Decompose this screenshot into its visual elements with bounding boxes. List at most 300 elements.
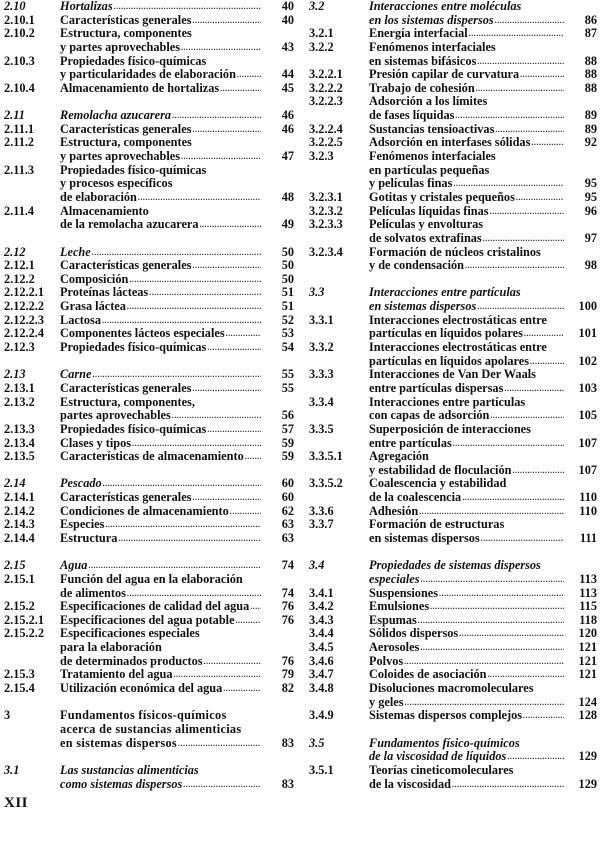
section-title: Condiciones de almacenamiento xyxy=(60,503,229,518)
toc-entry[interactable] xyxy=(309,41,597,68)
toc-entry[interactable] xyxy=(309,27,597,41)
page-reference[interactable]: 110 xyxy=(579,503,597,518)
entry-text xyxy=(60,218,294,232)
dot-leader xyxy=(469,27,564,41)
section-title: Interacciones entre partículas xyxy=(369,394,526,409)
entry-text xyxy=(60,341,294,355)
page-reference[interactable]: 45 xyxy=(281,80,294,95)
entry-text xyxy=(369,286,597,300)
toc-entry-line xyxy=(309,27,597,41)
page-reference[interactable]: 46 xyxy=(281,121,294,136)
section-title: Interacciones entre partículas xyxy=(369,285,521,300)
page-reference[interactable]: 118 xyxy=(579,612,597,627)
page-reference[interactable]: 89 xyxy=(584,108,597,123)
dot-leader xyxy=(192,491,261,505)
page-reference[interactable]: 46 xyxy=(281,108,294,123)
blank-line xyxy=(4,464,294,478)
section-number: 2.15 xyxy=(4,558,26,573)
toc-entry[interactable] xyxy=(4,286,294,300)
section-number: 3.4.3 xyxy=(309,612,334,627)
dot-leader xyxy=(419,505,564,519)
dot-leader xyxy=(512,464,564,478)
entry-text xyxy=(369,191,597,205)
toc-entry-line xyxy=(309,0,597,14)
toc-entry[interactable] xyxy=(4,55,294,82)
section-number: 2.14.1 xyxy=(4,490,35,505)
entry-text xyxy=(369,696,597,710)
toc-entry[interactable] xyxy=(309,341,597,368)
page-reference[interactable]: 50 xyxy=(281,271,294,286)
section-number: 3.4.2 xyxy=(309,599,334,614)
toc-entry[interactable] xyxy=(309,627,597,641)
section-title: Clases y tipos xyxy=(60,435,132,450)
page-reference[interactable]: 88 xyxy=(584,53,597,68)
toc-entry[interactable] xyxy=(4,600,294,614)
section-title: Carne xyxy=(60,367,92,382)
toc-entry[interactable] xyxy=(4,0,294,14)
section-title: Características generales xyxy=(60,380,192,395)
toc-entry[interactable] xyxy=(4,491,294,505)
toc-entry[interactable] xyxy=(4,437,294,451)
page-reference[interactable]: 74 xyxy=(281,585,294,600)
dot-leader xyxy=(192,123,261,137)
blank-line xyxy=(4,232,294,246)
page-reference[interactable]: 115 xyxy=(579,599,597,614)
toc-entry[interactable] xyxy=(309,587,597,601)
dot-leader xyxy=(490,205,564,219)
entry-text xyxy=(369,382,597,396)
toc-entry[interactable] xyxy=(4,314,294,328)
toc-entry-line xyxy=(309,327,597,341)
section-title: Especificaciones del agua potable xyxy=(60,612,235,627)
page-reference[interactable]: 83 xyxy=(281,735,294,750)
entry-text xyxy=(369,641,597,655)
dot-leader xyxy=(192,382,261,396)
toc-entry[interactable] xyxy=(309,82,597,96)
dot-leader xyxy=(102,314,261,328)
page-reference[interactable]: 76 xyxy=(281,653,294,668)
page-reference[interactable]: 111 xyxy=(579,530,597,545)
entry-text xyxy=(369,600,597,614)
page-reference[interactable]: 52 xyxy=(281,312,294,327)
entry-text xyxy=(60,450,294,464)
section-number: 2.14.4 xyxy=(4,530,35,545)
entry-text xyxy=(60,682,294,696)
section-number: 2.10 xyxy=(4,0,26,13)
toc-entry[interactable] xyxy=(4,259,294,273)
page-reference[interactable]: 60 xyxy=(281,490,294,505)
section-number: 2.13 xyxy=(4,367,26,382)
section-title: en partículas pequeñas xyxy=(369,162,490,177)
page-reference[interactable]: 97 xyxy=(584,230,597,245)
page-reference[interactable]: 63 xyxy=(281,530,294,545)
page-reference[interactable]: 95 xyxy=(584,189,597,204)
toc-entry-line xyxy=(309,518,597,532)
toc-column-left xyxy=(4,0,294,791)
toc-entry[interactable] xyxy=(309,396,597,423)
toc-entry[interactable] xyxy=(309,655,597,669)
toc-entry[interactable] xyxy=(309,559,597,586)
page-reference[interactable]: 47 xyxy=(281,149,294,164)
page-reference[interactable]: 110 xyxy=(579,490,597,505)
page-reference[interactable]: 96 xyxy=(584,203,597,218)
section-title: Adsorción en interfases sólidas xyxy=(369,135,531,150)
entry-text xyxy=(60,382,294,396)
toc-entry[interactable] xyxy=(4,246,294,260)
toc-entry-line xyxy=(309,750,597,764)
section-number: 3.2.3.4 xyxy=(309,244,343,259)
entry-text xyxy=(369,68,597,82)
page-reference[interactable]: 89 xyxy=(584,121,597,136)
toc-entry-line xyxy=(309,423,597,437)
page-reference[interactable]: 113 xyxy=(579,585,597,600)
dot-leader xyxy=(127,587,261,601)
toc-entry-line xyxy=(309,396,597,410)
toc-entry[interactable] xyxy=(309,95,597,122)
page-reference[interactable]: 86 xyxy=(584,12,597,27)
page-reference[interactable]: 40 xyxy=(281,12,294,27)
toc-entry-line xyxy=(4,682,294,696)
page-reference[interactable]: 57 xyxy=(281,421,294,436)
toc-entry[interactable] xyxy=(309,709,597,723)
toc-entry[interactable] xyxy=(4,682,294,696)
entry-text xyxy=(60,286,294,300)
page-reference[interactable]: 62 xyxy=(281,503,294,518)
toc-entry[interactable] xyxy=(309,682,597,709)
toc-entry[interactable] xyxy=(4,341,294,355)
blank-line xyxy=(309,723,597,737)
page-reference[interactable]: 105 xyxy=(578,408,597,423)
toc-entry[interactable] xyxy=(309,668,597,682)
dot-leader xyxy=(421,573,564,587)
toc-entry[interactable] xyxy=(309,246,597,273)
page-reference[interactable]: 101 xyxy=(578,326,597,341)
page-reference[interactable]: 95 xyxy=(584,176,597,191)
section-title: partes aprovechables xyxy=(60,408,171,423)
section-title: Estructura, componentes xyxy=(60,135,192,150)
toc-entry[interactable] xyxy=(4,764,294,791)
page-reference[interactable]: 107 xyxy=(578,462,597,477)
section-title: de elaboración xyxy=(60,189,137,204)
toc-entry-line xyxy=(4,327,294,341)
section-title: Emulsiones xyxy=(369,599,430,614)
page-reference[interactable]: 128 xyxy=(578,708,597,723)
blank-line xyxy=(309,273,597,287)
page-reference[interactable]: 124 xyxy=(578,694,597,709)
page-reference[interactable]: 51 xyxy=(281,285,294,300)
toc-entry[interactable] xyxy=(309,423,597,450)
page-reference[interactable]: 79 xyxy=(281,667,294,682)
section-title: Adhesión xyxy=(369,503,419,518)
toc-entry[interactable] xyxy=(4,136,294,163)
page-reference[interactable]: 121 xyxy=(578,653,597,668)
page-reference[interactable]: 59 xyxy=(281,449,294,464)
dot-leader xyxy=(245,450,261,464)
section-number: 2.12.2.3 xyxy=(4,312,44,327)
section-number: 3.4 xyxy=(309,558,325,573)
toc-entry[interactable] xyxy=(4,123,294,137)
toc-entry-line xyxy=(309,218,597,232)
page-reference[interactable]: 49 xyxy=(281,217,294,232)
toc-entry-line xyxy=(4,136,294,150)
entry-text xyxy=(369,518,597,532)
toc-entry-line xyxy=(4,177,294,191)
page-reference[interactable]: 121 xyxy=(578,640,597,655)
toc-entry[interactable] xyxy=(4,82,294,96)
toc-entry[interactable] xyxy=(4,327,294,341)
toc-entry-line xyxy=(309,464,597,478)
toc-entry[interactable] xyxy=(4,668,294,682)
page-reference[interactable]: 48 xyxy=(281,189,294,204)
section-number: 3.4.6 xyxy=(309,653,334,668)
section-title: especiales xyxy=(369,571,420,586)
entry-text xyxy=(369,737,597,751)
page-reference[interactable]: 50 xyxy=(281,244,294,259)
toc-entry-line xyxy=(4,764,294,778)
toc-entry[interactable] xyxy=(4,505,294,519)
page-reference[interactable]: 40 xyxy=(281,0,294,13)
toc-entry[interactable] xyxy=(4,532,294,546)
entry-text xyxy=(369,109,597,123)
page-reference[interactable]: 44 xyxy=(281,67,294,82)
toc-entry-line xyxy=(309,477,597,491)
section-title: en los sistemas dispersos xyxy=(369,12,494,27)
section-number: 2.13.3 xyxy=(4,421,35,436)
page-reference[interactable]: 87 xyxy=(584,26,597,41)
toc-entry[interactable] xyxy=(309,737,597,764)
toc-entry[interactable] xyxy=(4,477,294,491)
section-title: como sistemas dispersos xyxy=(60,776,183,791)
toc-entry[interactable] xyxy=(309,641,597,655)
page-reference[interactable]: 63 xyxy=(281,517,294,532)
section-title: Componentes lácteos especiales xyxy=(60,326,225,341)
toc-entry-line xyxy=(4,723,294,737)
page-reference[interactable]: 129 xyxy=(578,776,597,791)
toc-entry-line xyxy=(309,123,597,137)
dot-leader xyxy=(129,273,261,287)
page-reference[interactable]: 59 xyxy=(281,435,294,450)
dot-leader xyxy=(524,327,564,341)
dot-leader xyxy=(88,559,261,573)
toc-entry-line xyxy=(309,696,597,710)
dot-leader xyxy=(488,668,564,682)
dot-leader xyxy=(172,109,261,123)
section-number: 2.12.2 xyxy=(4,271,35,286)
section-number: 3.1 xyxy=(4,762,20,777)
toc-column-right xyxy=(309,0,597,791)
section-number: 2.15.1 xyxy=(4,571,35,586)
entry-text xyxy=(369,409,597,423)
page-reference[interactable]: 82 xyxy=(281,681,294,696)
page-reference[interactable]: 120 xyxy=(578,626,597,641)
toc-entry[interactable] xyxy=(309,600,597,614)
entry-text xyxy=(60,737,294,751)
toc-entry-line xyxy=(4,246,294,260)
toc-entry[interactable] xyxy=(4,368,294,382)
entry-text xyxy=(60,246,294,260)
section-title: Sólidos dispersos xyxy=(369,626,459,641)
page-reference[interactable]: 53 xyxy=(281,326,294,341)
toc-entry[interactable] xyxy=(309,286,597,313)
entry-text xyxy=(60,723,294,737)
toc-entry-line xyxy=(4,573,294,587)
page-reference[interactable]: 92 xyxy=(584,135,597,150)
entry-text xyxy=(369,136,597,150)
toc-entry-line xyxy=(4,737,294,751)
entry-text xyxy=(369,300,597,314)
page-reference[interactable]: 60 xyxy=(281,476,294,491)
toc-entry-line xyxy=(309,191,597,205)
section-title: Presión capilar de curvatura xyxy=(369,67,520,82)
toc-entry[interactable] xyxy=(309,368,597,395)
toc-entry[interactable] xyxy=(309,614,597,628)
section-title: en sistemas bifásicos xyxy=(369,53,477,68)
entry-text xyxy=(369,778,597,792)
page-reference[interactable]: 103 xyxy=(578,380,597,395)
section-title: Remolacha azucarera xyxy=(60,108,172,123)
toc-entry[interactable] xyxy=(309,477,597,504)
toc-entry[interactable] xyxy=(309,68,597,82)
toc-entry[interactable] xyxy=(4,14,294,28)
toc-entry-line xyxy=(309,355,597,369)
page-reference[interactable]: 54 xyxy=(281,340,294,355)
toc-entry[interactable] xyxy=(309,505,597,519)
toc-entry[interactable] xyxy=(309,314,597,341)
section-title: Las sustancias alimenticias xyxy=(60,762,199,777)
page-reference[interactable]: 55 xyxy=(281,367,294,382)
toc-entry[interactable] xyxy=(4,27,294,54)
blank-line xyxy=(4,355,294,369)
toc-entry[interactable] xyxy=(309,136,597,150)
toc-entry[interactable] xyxy=(309,191,597,205)
toc-entry[interactable] xyxy=(4,109,294,123)
page-reference[interactable]: 74 xyxy=(281,558,294,573)
page-reference[interactable]: 76 xyxy=(281,599,294,614)
toc-entry-line xyxy=(4,655,294,669)
section-title: y estabilidad de floculación xyxy=(369,462,512,477)
toc-entry[interactable] xyxy=(4,396,294,423)
entry-text xyxy=(60,655,294,669)
dot-leader xyxy=(181,41,261,55)
section-number: 3.2.2.4 xyxy=(309,121,343,136)
toc-entry-line xyxy=(309,627,597,641)
toc-entry[interactable] xyxy=(4,518,294,532)
toc-entry[interactable] xyxy=(4,300,294,314)
toc-entry-line xyxy=(4,150,294,164)
page-reference[interactable]: 129 xyxy=(578,749,597,764)
dot-leader xyxy=(174,668,262,682)
toc-entry[interactable] xyxy=(309,450,597,477)
toc-entry[interactable] xyxy=(4,164,294,205)
section-number: 2.13.5 xyxy=(4,449,35,464)
section-title: Leche xyxy=(60,244,91,259)
page-reference[interactable]: 43 xyxy=(281,39,294,54)
toc-entry[interactable] xyxy=(4,382,294,396)
page-reference[interactable]: 50 xyxy=(281,258,294,273)
toc-entry[interactable] xyxy=(309,150,597,191)
section-title: de fases líquidas xyxy=(369,108,455,123)
dot-leader xyxy=(495,14,564,28)
toc-entry[interactable] xyxy=(309,218,597,245)
page-reference[interactable]: 88 xyxy=(584,67,597,82)
toc-entry[interactable] xyxy=(4,614,294,628)
section-title: Especies xyxy=(60,517,105,532)
page-reference[interactable]: 76 xyxy=(281,612,294,627)
toc-entry[interactable] xyxy=(4,205,294,232)
section-number: 3.2 xyxy=(309,0,325,13)
toc-entry-line xyxy=(4,164,294,178)
toc-entry[interactable] xyxy=(4,423,294,437)
section-number: 2.10.2 xyxy=(4,26,35,41)
section-title: Características generales xyxy=(60,12,192,27)
toc-entry[interactable] xyxy=(4,627,294,668)
page-reference[interactable]: 83 xyxy=(281,776,294,791)
section-title: entre partículas dispersas xyxy=(369,380,504,395)
entry-text xyxy=(369,477,597,491)
entry-text xyxy=(60,368,294,382)
entry-text xyxy=(369,655,597,669)
toc-entry-line xyxy=(4,259,294,273)
section-title: acerca de sustancias alimenticias xyxy=(60,721,242,736)
toc-entry[interactable] xyxy=(309,205,597,219)
page-reference[interactable]: 121 xyxy=(578,667,597,682)
entry-text xyxy=(60,136,294,150)
dot-leader xyxy=(531,136,564,150)
toc-entry-line xyxy=(4,505,294,519)
page-reference[interactable]: 113 xyxy=(579,571,597,586)
toc-entry[interactable] xyxy=(4,709,294,750)
toc-entry-line xyxy=(309,532,597,546)
toc-entry[interactable] xyxy=(309,0,597,27)
section-number: 2.14.3 xyxy=(4,517,35,532)
toc-entry[interactable] xyxy=(4,450,294,464)
toc-entry[interactable] xyxy=(309,518,597,545)
section-number: 2.10.4 xyxy=(4,80,35,95)
dot-leader xyxy=(530,355,564,369)
toc-entry[interactable] xyxy=(4,273,294,287)
toc-entry[interactable] xyxy=(309,764,597,791)
page-reference[interactable]: 102 xyxy=(578,353,597,368)
toc-entry-line xyxy=(309,109,597,123)
toc-entry[interactable] xyxy=(4,559,294,573)
page-reference[interactable]: 98 xyxy=(584,258,597,273)
page-reference[interactable]: 55 xyxy=(281,380,294,395)
entry-text xyxy=(60,273,294,287)
entry-text xyxy=(369,164,597,178)
section-title: de la remolacha azucarera xyxy=(60,217,199,232)
page-reference[interactable]: 107 xyxy=(578,435,597,450)
page-reference[interactable]: 51 xyxy=(281,299,294,314)
toc-entry[interactable] xyxy=(4,573,294,600)
toc-entry-line xyxy=(4,123,294,137)
section-title: Composición xyxy=(60,271,129,286)
dot-leader xyxy=(405,696,565,710)
dot-leader xyxy=(420,641,564,655)
page-reference[interactable]: 56 xyxy=(281,408,294,423)
page-reference[interactable]: 88 xyxy=(584,80,597,95)
dot-leader xyxy=(520,68,564,82)
toc-entry-line xyxy=(4,423,294,437)
section-title: Utilización económica del agua xyxy=(60,681,223,696)
section-number: 3.2.2 xyxy=(309,39,334,54)
page-reference[interactable]: 100 xyxy=(578,299,597,314)
toc-entry[interactable] xyxy=(309,123,597,137)
toc-entry-line xyxy=(309,55,597,69)
toc-entry-line xyxy=(4,14,294,28)
toc-entry-line xyxy=(309,709,597,723)
toc-entry-line xyxy=(309,437,597,451)
toc-entry-line xyxy=(309,246,597,260)
